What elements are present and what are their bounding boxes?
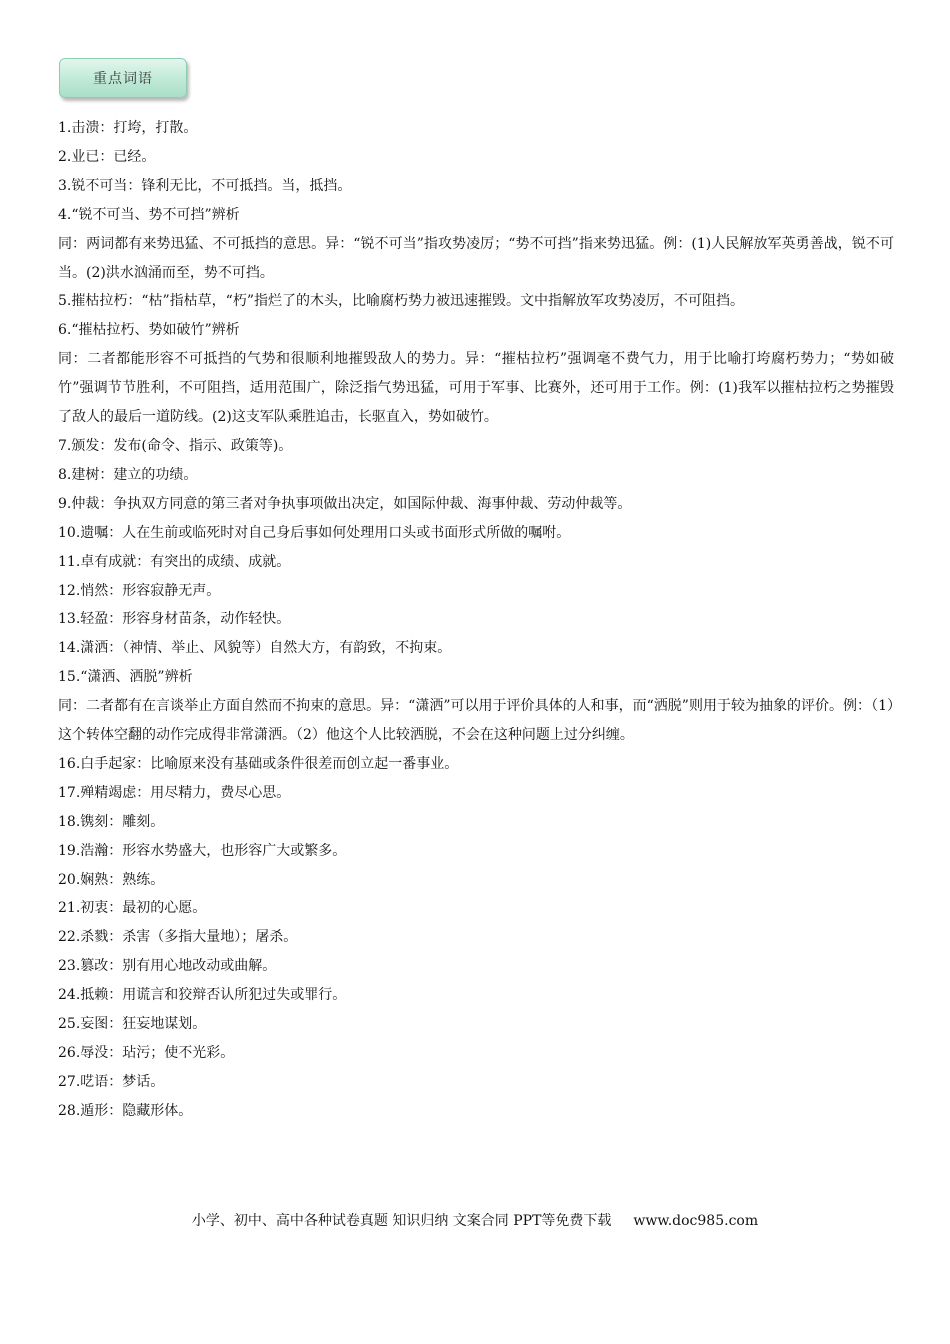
vocab-analysis: 同：两词都有来势迅猛、不可抵挡的意思。异：“锐不可当”指攻势凌厉；“势不可挡”指来势迅猛。例：(1)人民解放军英勇善战，锐不可当。(2)洪水汹涌而至，势不可挡。 bbox=[58, 235, 894, 281]
vocab-entry: 16.白手起家：比喻原来没有基础或条件很差而创立起一番事业。 bbox=[58, 755, 459, 772]
vocab-entry: 13.轻盈：形容身材苗条，动作轻快。 bbox=[58, 611, 291, 628]
section-title-badge bbox=[59, 58, 187, 98]
footer-text: 小学、初中、高中各种试卷真题 知识归纳 文案合同 PPT等免费下载 bbox=[191, 1213, 612, 1229]
footer-site-link[interactable]: www.doc985.com bbox=[633, 1213, 759, 1229]
section-title-label: 重点词语 bbox=[93, 71, 153, 87]
vocab-entry: 27.呓语：梦话。 bbox=[58, 1073, 165, 1090]
vocab-analysis: 同：二者都有在言谈举止方面自然而不拘束的意思。异：“潇洒”可以用于评价具体的人和事，而“洒脱”则用于较为抽象的评价。例：（1）这个转体空翻的动作完成得非常潇洒。（2）他这个人比较洒脱，不会在这种问题上过分纠缠。 bbox=[58, 698, 894, 744]
vocab-entry: 23.篡改：别有用心地改动或曲解。 bbox=[58, 958, 277, 975]
vocab-entry: 4.“锐不可当、势不可挡”辨析 bbox=[58, 206, 240, 223]
vocabulary-list bbox=[58, 114, 894, 1126]
vocab-analysis: 同：二者都能形容不可抵挡的气势和很顺利地摧毁敌人的势力。异：“摧枯拉朽”强调毫不费气力，用于比喻打垮腐朽势力；“势如破竹”强调节节胜利，不可阻挡，适用范围广，除泛指气势迅猛，可用于军事、比赛外，还可用于工作。例：(1)我军以摧枯拉朽之势摧毁了敌人的最后一道防线。(2)这支军队乘胜追击，长驱直入，势如破竹。 bbox=[58, 351, 894, 426]
vocab-entry: 6.“摧枯拉朽、势如破竹”辨析 bbox=[58, 322, 240, 339]
vocab-entry: 7.颁发：发布(命令、指示、政策等)。 bbox=[58, 437, 293, 454]
vocab-entry: 26.辱没：玷污；使不光彩。 bbox=[58, 1045, 235, 1061]
vocab-entry: 18.镌刻：雕刻。 bbox=[58, 813, 165, 830]
vocab-entry: 22.杀戮：杀害（多指大量地）；屠杀。 bbox=[58, 929, 298, 946]
vocab-entry: 28.遁形：隐藏形体。 bbox=[58, 1102, 193, 1119]
vocab-entry: 11.卓有成就：有突出的成绩、成就。 bbox=[58, 553, 291, 570]
vocab-entry: 24.抵赖：用谎言和狡辩否认所犯过失或罪行。 bbox=[58, 987, 347, 1004]
vocab-entry: 12.悄然：形容寂静无声。 bbox=[58, 582, 221, 599]
vocab-entry: 17.殚精竭虑：用尽精力，费尽心思。 bbox=[58, 784, 291, 801]
vocab-entry: 2.业已：已经。 bbox=[58, 148, 156, 165]
vocab-entry: 14.潇洒：（神情、举止、风貌等）自然大方，有韵致，不拘束。 bbox=[58, 640, 452, 657]
vocab-entry: 8.建树：建立的功绩。 bbox=[58, 466, 198, 483]
vocab-entry: 19.浩瀚：形容水势盛大，也形容广大或繁多。 bbox=[58, 842, 347, 859]
vocab-entry: 9.仲裁：争执双方同意的第三者对争执事项做出决定，如国际仲裁、海事仲裁、劳动仲裁等。 bbox=[58, 495, 632, 512]
vocab-entry: 3.锐不可当：锋利无比，不可抵挡。当，抵挡。 bbox=[58, 177, 352, 194]
vocab-entry: 5.摧枯拉朽：“枯”指枯草，“朽”指烂了的木头，比喻腐朽势力被迅速摧毁。文中指解放军攻势凌厉，不可阻挡。 bbox=[58, 293, 744, 310]
vocab-entry: 25.妄图：狂妄地谋划。 bbox=[58, 1016, 207, 1033]
page-footer bbox=[0, 1209, 950, 1233]
vocab-entry: 15.“潇洒、洒脱”辨析 bbox=[58, 669, 193, 686]
vocab-entry: 1.击溃：打垮，打散。 bbox=[58, 120, 198, 136]
vocab-entry: 21.初衷：最初的心愿。 bbox=[58, 900, 207, 917]
vocab-entry: 20.娴熟：熟练。 bbox=[58, 871, 165, 888]
vocab-entry: 10.遗嘱：人在生前或临死时对自己身后事如何处理用口头或书面形式所做的嘱咐。 bbox=[58, 524, 571, 541]
